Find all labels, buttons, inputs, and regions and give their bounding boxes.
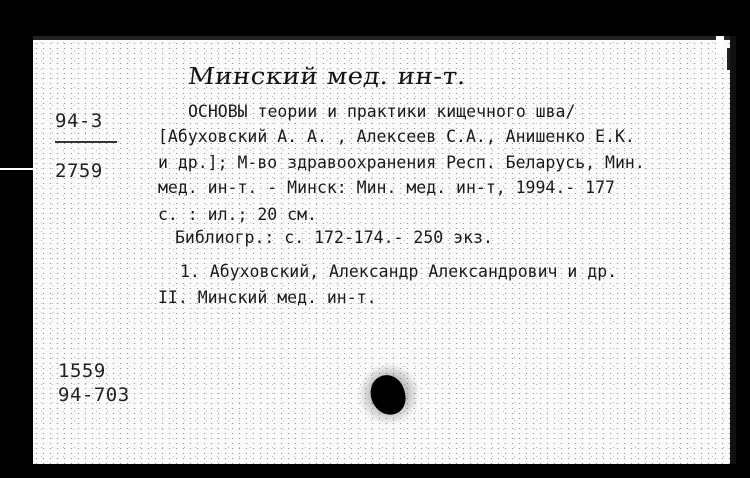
inventory-code-1: 1559: [58, 360, 106, 382]
scan-artifact-right: [716, 36, 724, 54]
shelf-code-top: 94-3: [55, 110, 103, 132]
tracing-1: 1. Абуховский, Александр Александрович и др.: [180, 262, 618, 281]
code-divider: [55, 141, 117, 143]
card-top-edge: [33, 36, 736, 40]
shelf-code-middle: 2759: [55, 160, 103, 182]
tracing-2: II. Минский мед. ин-т.: [158, 288, 377, 307]
handwritten-note: Минский мед. ин-т.: [186, 63, 468, 91]
entry-line-4: мед. ин-т. - Минск: Мин. мед. ин-т, 1994.- 177: [158, 178, 615, 197]
card-right-edge: [730, 36, 736, 464]
entry-line-1: ОСНОВЫ теории и практики кищечного шва/: [188, 102, 576, 121]
scan-artifact-left: [0, 168, 36, 170]
scan-artifact-right-mark: [727, 48, 730, 70]
entry-line-5: с. : ил.; 20 см.: [158, 205, 317, 224]
inventory-code-2: 94-703: [58, 384, 130, 406]
entry-line-6: Библиогр.: с. 172-174.- 250 экз.: [175, 228, 493, 247]
entry-line-3: и др.]; М-во здравоохранения Респ. Беларусь, Мин.: [158, 153, 645, 172]
entry-line-2: [Абуховский А. А. , Алексеев С.А., Анишенко Е.К.: [158, 127, 635, 146]
